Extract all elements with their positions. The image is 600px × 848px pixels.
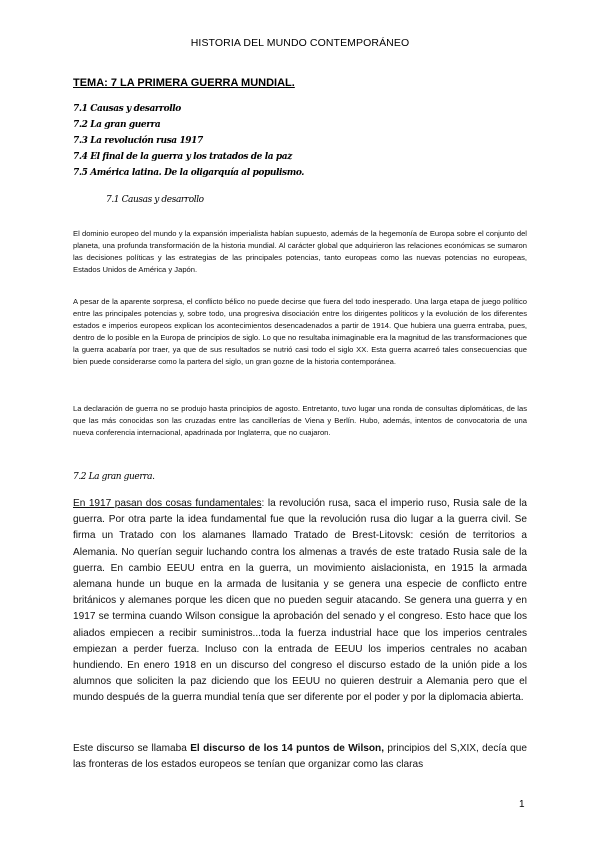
underlined-lead: En 1917 pasan dos cosas fundamentales: [73, 498, 262, 509]
bold-phrase: El discurso de los 14 puntos de Wilson,: [190, 743, 385, 754]
body-paragraph: [73, 741, 527, 773]
toc-item: 7.4 El final de la guerra y los tratados de la paz: [73, 152, 292, 162]
section-title: 7.2 La gran guerra.: [73, 472, 155, 482]
body-paragraph: El dominio europeo del mundo y la expansión imperialista habían supuesto, además de la hegemonía de Europa sobre el conjunto del planeta, una profunda transformación de la historia mundial. Al carácter global que adquirieron las relaciones económicas se sumaron las decisiones políticas y las estrategias de las principales potencias, tanto europeas como las nuevas potencias no europeas, Estados Unidos de América y Japón.: [73, 229, 527, 274]
page-number: 1: [519, 799, 525, 810]
paragraph-text: Este discurso se llamaba: [73, 743, 191, 754]
paragraph-text: : la revolución rusa, saca el imperio ruso, Rusia sale de la guerra. Por otra parte la idea fundamental fue que la revolución rusa dio lugar a la guerra civil. Se firma un Tratado con los alamanes llamado Tratado de Brest-Litovsk: cesión de territorios a Alemania. No querían seguir luchando contra los almenas a través de este tratado Rusia sale de la guerra. En cambio EEUU entra en la guerra, un movimiento aislacionista, en 1915 la armada alemana hunde un buque en la armada de lusitania y se genera una especie de conflicto entre británicos y alemanes porque les dicen que no pueden seguir atacando. Se genera una guerra y en 1917 se termina cuando Wilson consigue la aprobación del senado y el congreso. Esto hace que los aliados empiecen a recibir suministros...toda la fuerza industrial hace que los imperios centrales empiezan a perder fuerza. Incluso con la entrada de EEUU los imperios centrales no acaban hundiendo. En enero 1918 en un discurso del congreso el discurso estado de la unión pide a los alumnos que soliciten la paz diciendo que los EEUU no quieren destruir a Alemania pero que el mundo después de la guerra mundial tenía que ser diferente por el poder y por la diplomacia abierta.: [73, 498, 528, 704]
page-header: HISTORIA DEL MUNDO CONTEMPORÁNEO: [190, 37, 410, 49]
section-title: 7.1 Causas y desarrollo: [106, 195, 204, 205]
toc-item: 7.5 América latina. De la oligarquía al populismo.: [73, 168, 304, 178]
body-paragraph: La declaración de guerra no se produjo hasta principios de agosto. Entretanto, tuvo lugar una ronda de consultas diplomáticas, de las que las más conocidas son las cruzadas entre las cancillerías de Viena y Berlín. Hubo, además, intentos de convocatoria de una nueva conferencia internacional, apadrinada por Inglaterra, que no cuajaron.: [73, 404, 527, 437]
toc-item: 7.2 La gran guerra: [73, 120, 161, 130]
toc-item: 7.3 La revolución rusa 1917: [73, 136, 203, 146]
table-of-contents: [73, 101, 304, 181]
paragraph-text: principios del S,XIX, decía que las fronteras de los estados europeos se tenían que organizar como las claras: [73, 743, 528, 771]
toc-item: 7.1 Causas y desarrollo: [73, 104, 181, 114]
body-paragraph: A pesar de la aparente sorpresa, el conflicto bélico no puede decirse que fuera del todo inesperado. Una larga etapa de juego político entre las principales potencias y, sobre todo, una progresiva disociación entre los dirigentes políticos y la evolución de los diferentes estados e imperios europeos explican los acontecimientos desencadenados a partir de 1914. Que hubiera una guerra entraba, pues, dentro de lo posible en la Europa de principios de siglo. Lo que no resultaba inimaginable era la magnitud de las transformaciones que la guerra acabaría por traer, ya que de sus resultados se nutrió casi todo el siglo XX. Esta guerra acarreó tales consecuencias que bien puede considerarse como la partera del siglo, un gran gozne de la historia contemporánea.: [73, 297, 527, 366]
body-paragraph: [73, 496, 527, 707]
document-title: TEMA: 7 LA PRIMERA GUERRA MUNDIAL.: [73, 77, 295, 89]
